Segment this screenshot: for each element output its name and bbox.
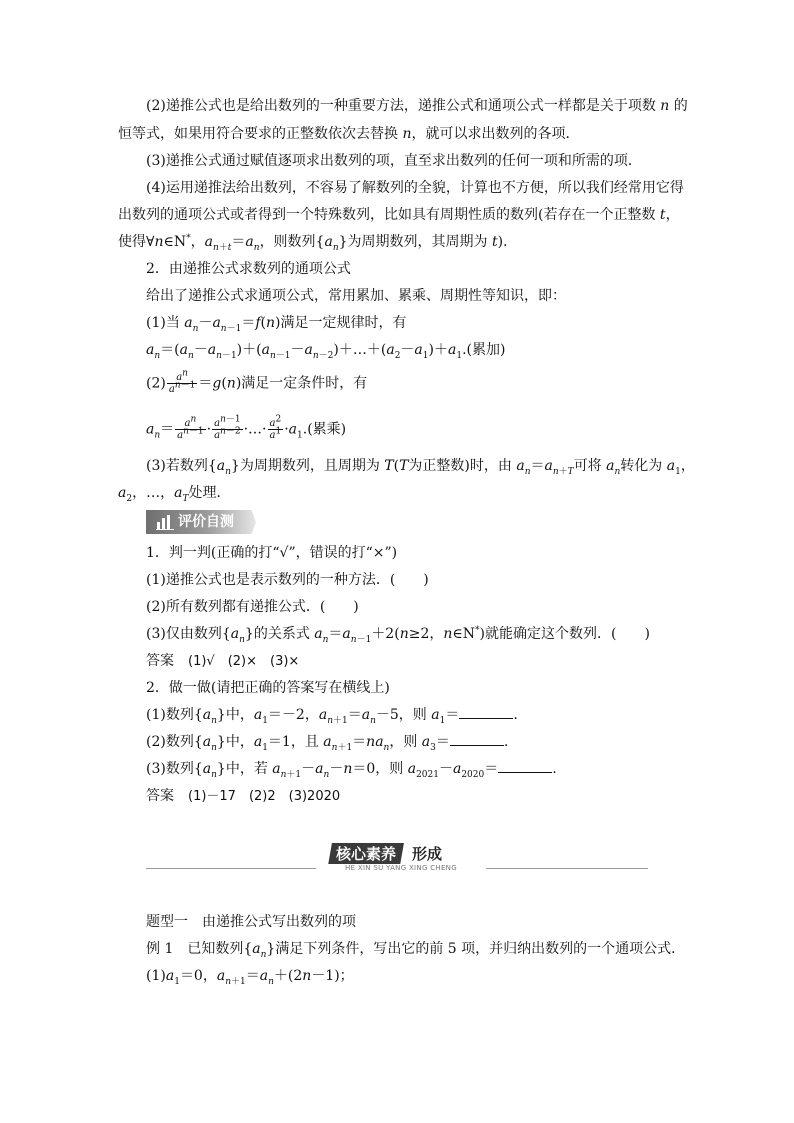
paragraph-4-line-2: 出数列的通项公式或者得到一个特殊数列，比如具有周期性质的数列(若存在一个正整数 t，	[118, 207, 680, 223]
section-title-rest: 形成	[412, 845, 443, 863]
answer-blank[interactable]	[459, 706, 513, 719]
paragraph-4-line-1: (4)运用递推法给出数列，不容易了解数列的全貌，计算也不方便，所以我们经常用它得	[146, 180, 684, 196]
example-1-part-1: $(1)a_1=0$，$a_{n+1}=a_n+(2n-1)$；	[146, 968, 354, 987]
self-test-badge	[146, 510, 256, 534]
answer-blank[interactable]	[498, 760, 552, 773]
section-pinyin: HE XIN SU YANG XING CHENG	[316, 864, 486, 873]
paragraph-2-line-1: (2)递推公式也是给出数列的一种重要方法，递推公式和通项公式一样都是关于项数 n 的	[146, 98, 688, 114]
question-2-title: 2．做一做(请把正确的答案写在横线上)	[146, 680, 390, 696]
answer-2-values: (1)－17 (2)2 (3)2020	[188, 789, 341, 804]
answer-2	[146, 786, 340, 807]
general-term-heading: 2．由递推公式求数列的通项公式	[146, 261, 351, 277]
answer-label: 答案	[146, 653, 174, 669]
question-1-item-2: (2)所有数列都有递推公式．( )	[146, 599, 359, 615]
badge-label: 评价自测	[178, 514, 234, 530]
case-3-line-1: (3)若数列$\{a_n\}$为周期数列，且周期为 T(T为正整数)时，由 $a_n=a_{n+T}$可将 $a_n$转化为 $a_1$，	[146, 458, 695, 477]
question-1-item-1: (1)递推公式也是表示数列的一种方法．( )	[146, 572, 429, 588]
answer-1	[146, 651, 299, 672]
answer-blank[interactable]	[450, 733, 504, 746]
case-2: (2) $\frac{a^n}{a^{n-1}}$ ＝g(n)满足一定条件时，有	[146, 368, 368, 395]
case-1-formula: $a_n=(a_n-a_{n-1})+(a_{n-1}-a_{n-2})+\dots+(a_2-a_1)+a_1$.(累加)	[146, 342, 506, 361]
case-3-line-2: $a_2$，…，$a_T$处理．	[118, 485, 231, 504]
paragraph-3: (3)递推公式通过赋值逐项求出数列的项，直至求出数列的任何一项和所需的项．	[146, 153, 642, 169]
question-2-item-2: (2)数列$\{a_n\}$中，$a_1=1$，且 $a_{n+1}=na_n$，则 $a_3=$ .	[146, 734, 509, 753]
general-term-intro: 给出了递推公式求通项公式，常用累加、累乘、周期性等知识，即：	[146, 288, 566, 304]
question-1-title: 1．判一判(正确的打“√”，错误的打“×”)	[146, 545, 398, 561]
question-1-item-3: (3)仅由数列$\{a_n\}$的关系式 $a_n=a_{n-1}+2(n\ge 2$，n∈N*)就能确定这个数列．( )	[146, 625, 650, 645]
question-2-item-3: (3)数列$\{a_n\}$中，若 $a_{n+1}-a_n-n=0$，则 $a_{2021}-a_{2020}=$ .	[146, 761, 557, 780]
answer-label: 答案	[146, 788, 174, 804]
case-2-formula: $a_n=$ $\frac{a^n}{a^{n-1}}$ · $\frac{a^{n-1}}{a^{n-2}}$ ·…· $\frac{a^2}{a^1}$ $\cdot a_1$.(累乘)	[146, 414, 347, 441]
question-2-item-1: (1)数列$\{a_n\}$中，$a_1=-2$，$a_{n+1}=a_n-5$，则 $a_1=$ .	[146, 707, 518, 726]
paragraph-4-line-3: 使得∀n∈N*，$a_{n+t}=a_n$，则数列$\{a_n\}$为周期数列，其周期为 t)．	[118, 233, 518, 253]
bar-chart-icon	[156, 514, 174, 530]
case-1: (1)当 $a_n-a_{n-1}=f(n)$满足一定规律时，有	[146, 315, 407, 334]
paragraph-2-line-2: 恒等式，如果用符合要求的正整数依次去替换 n，就可以求出数列的各项．	[118, 126, 580, 142]
example-1: 例 1 已知数列$\{a_n\}$满足下列条件，写出它的前 5 项，并归纳出数列的一个通项公式．	[146, 941, 686, 960]
section-title-highlight: 核心素养	[336, 845, 397, 863]
question-type-heading: 题型一 由递推公式写出数列的项	[146, 914, 356, 930]
answer-1-values: (1)√ (2)× (3)×	[188, 654, 300, 669]
